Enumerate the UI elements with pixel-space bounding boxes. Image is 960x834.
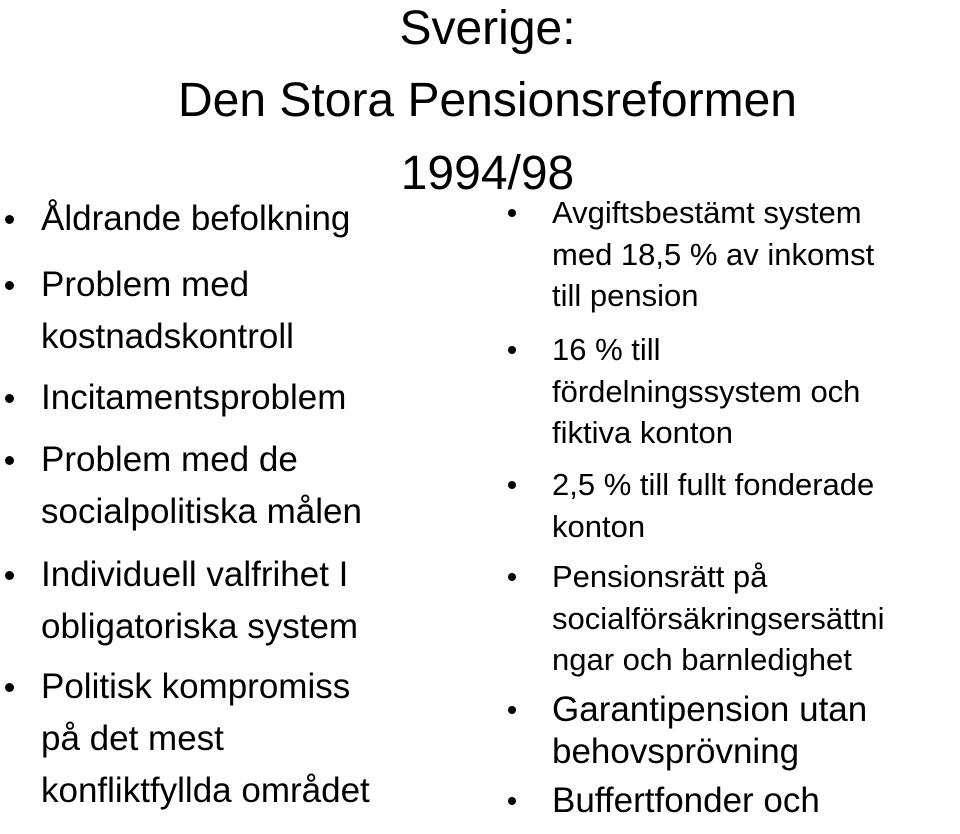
bullet-text: Incitamentsproblem — [41, 378, 347, 417]
bullet-text: Problem med kostnadskontroll — [41, 265, 294, 356]
bullet-text: 2,5 % till fullt fonderade konton — [552, 467, 875, 544]
bullet-dot-icon — [5, 281, 14, 290]
bullet-dot-icon — [508, 573, 516, 581]
bullet-dot-icon — [5, 394, 14, 403]
bullet-dot-icon — [5, 215, 14, 224]
bullet-dot-icon — [508, 481, 516, 489]
bullet-text: Avgiftsbestämt system med 18,5 % av inkomst till pension — [552, 195, 875, 313]
right-bullet-item — [505, 329, 960, 450]
right-bullet-list — [505, 0, 960, 818]
bullet-text: Politisk kompromiss på det mest konfliktfyllda området — [41, 667, 370, 810]
bullet-dot-icon — [508, 209, 516, 217]
bullet-dot-icon — [508, 706, 516, 714]
bullet-text: Pensionsrätt på socialförsäkringsersättni ngar och barnledighet — [552, 559, 885, 677]
bullet-dot-icon — [508, 797, 516, 805]
slide-title-line-2: Den Stora Pensionsreformen — [178, 74, 797, 127]
left-bullet-item — [0, 434, 470, 531]
slide-title-line-1: Sverige: — [399, 2, 576, 55]
bullet-text: Buffertfonder och — [552, 781, 820, 820]
bullet-dot-icon — [5, 683, 14, 692]
right-bullet-item — [505, 780, 960, 834]
bullet-text: Individuell valfrihet I obligatoriska system — [41, 555, 359, 646]
bullet-text: Garantipension utan behovsprövning — [552, 690, 868, 771]
bullet-dot-icon — [508, 346, 516, 354]
left-bullet-item — [0, 372, 470, 426]
bullet-dot-icon — [5, 456, 14, 465]
left-bullet-item — [0, 259, 470, 356]
bullet-text: Problem med de socialpolitiska målen — [41, 440, 362, 531]
left-bullet-item — [0, 549, 470, 646]
right-bullet-item — [505, 689, 960, 771]
slide-title-line-3: 1994/98 — [400, 147, 575, 200]
left-bullet-item — [0, 661, 470, 810]
right-bullet-item — [505, 556, 960, 677]
bullet-text: Åldrande befolkning — [41, 199, 351, 238]
bullet-dot-icon — [5, 571, 14, 580]
left-bullet-list — [0, 0, 470, 818]
bullet-text: 16 % till fördelningssystem och fiktiva konton — [552, 332, 861, 450]
left-bullet-item — [0, 193, 470, 247]
right-bullet-item — [505, 464, 960, 544]
right-bullet-item — [505, 192, 960, 313]
